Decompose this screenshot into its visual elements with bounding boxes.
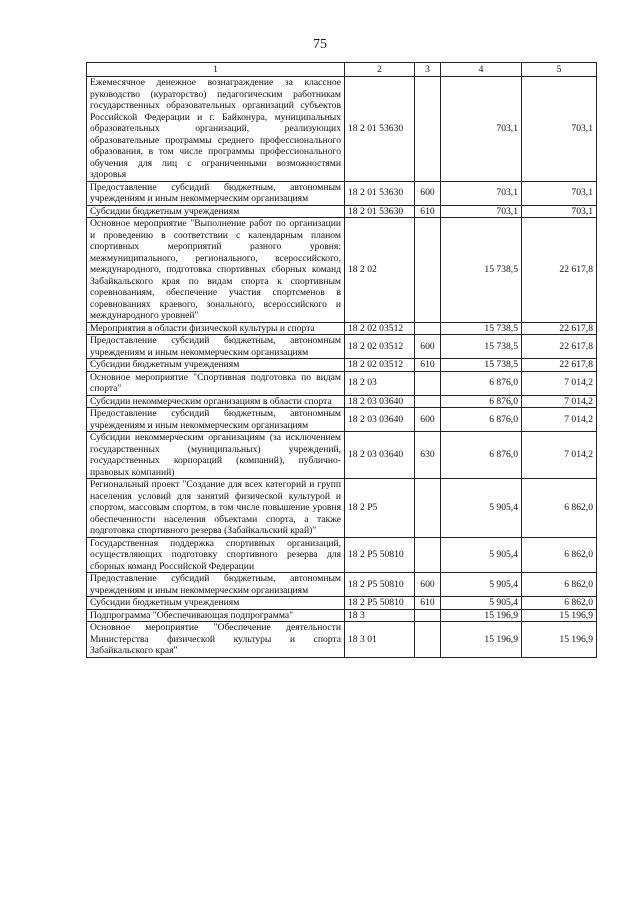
row-value-2-cell: 22 617,8 [522, 359, 597, 372]
table-row [87, 408, 597, 432]
row-value-1-cell: 703,1 [441, 181, 522, 205]
row-name-cell: Основное мероприятие "Выполнение работ по организации и проведению в соответствии с календарным планом спортивных мероприятий разного уровня: межмуниципального, регионального, всероссийского, международного, подготовка спортивных сборных команд Забайкальского края по видам спорта к спортивным соревнованиям, обеспечение участия спортсменов в соревнованиях краевого, зонального, всероссийского и международного уровней" [87, 218, 345, 323]
row-expense-type-cell: 600 [415, 408, 441, 432]
table-row [87, 205, 597, 218]
table-row [87, 597, 597, 610]
row-name-cell: Предоставление субсидий бюджетным, автономным учреждениям и иным некоммерческим организациям [87, 408, 345, 432]
row-value-2-cell: 22 617,8 [522, 218, 597, 323]
table-row [87, 322, 597, 335]
page-number: 75 [313, 37, 327, 52]
row-name-cell: Ежемесячное денежное вознаграждение за классное руководство (кураторство) педагогическим работникам государственных образовательных организаций субъектов Российской Федерации и г. Байконура, муниципальных образовательных организаций, реализующих образовательные программы среднего профессионального образования, в том числе программы профессионального обучения для лиц с ограниченными возможностями здоровья [87, 77, 345, 182]
row-name-cell: Подпрограмма "Обеспечивающая подпрограмма" [87, 609, 345, 622]
row-code-cell: 18 2 03 [345, 371, 415, 395]
row-expense-type-cell [415, 609, 441, 622]
row-name-cell: Основное мероприятие "Обеспечение деятельности Министерства физической культуры и спорта Забайкальского края" [87, 622, 345, 658]
row-value-1-cell: 6 876,0 [441, 432, 522, 479]
row-expense-type-cell [415, 622, 441, 658]
row-code-cell: 18 2 02 03512 [345, 322, 415, 335]
table-row [87, 573, 597, 597]
row-value-2-cell: 703,1 [522, 77, 597, 182]
row-value-2-cell: 7 014,2 [522, 395, 597, 408]
row-name-cell: Основное мероприятие "Спортивная подготовка по видам спорта" [87, 371, 345, 395]
row-value-1-cell: 15 738,5 [441, 359, 522, 372]
row-value-2-cell: 15 196,9 [522, 609, 597, 622]
table-row [87, 609, 597, 622]
row-expense-type-cell: 610 [415, 359, 441, 372]
table-row [87, 479, 597, 538]
table-row [87, 432, 597, 479]
row-value-1-cell: 6 876,0 [441, 408, 522, 432]
row-value-1-cell: 703,1 [441, 77, 522, 182]
row-name-cell: Субсидии бюджетным учреждениям [87, 359, 345, 372]
row-code-cell: 18 3 01 [345, 622, 415, 658]
row-code-cell: 18 2 02 03512 [345, 335, 415, 359]
row-code-cell: 18 2 P5 [345, 479, 415, 538]
row-value-1-cell: 703,1 [441, 205, 522, 218]
row-name-cell: Региональный проект "Создание для всех категорий и групп населения условий для занятий физической культурой и спортом, массовым спортом, в том числе повышение уровня обеспеченности населения объектами спорта, а также подготовка спортивного резерва (Забайкальский край)" [87, 479, 345, 538]
row-code-cell: 18 2 02 [345, 218, 415, 323]
table-row [87, 218, 597, 323]
row-code-cell: 18 2 01 53630 [345, 205, 415, 218]
row-name-cell: Государственная поддержка спортивных организаций, осуществляющих подготовку спортивного резерва для сборных команд Российской Федерации [87, 537, 345, 573]
table-row [87, 335, 597, 359]
row-value-1-cell: 15 738,5 [441, 218, 522, 323]
row-value-1-cell: 5 905,4 [441, 479, 522, 538]
header-col-1: 1 [87, 63, 345, 77]
row-name-cell: Предоставление субсидий бюджетным, автономным учреждениям и иным некоммерческим организациям [87, 573, 345, 597]
row-expense-type-cell [415, 537, 441, 573]
row-value-2-cell: 15 196,9 [522, 622, 597, 658]
header-col-5: 5 [522, 63, 597, 77]
row-value-2-cell: 703,1 [522, 181, 597, 205]
row-value-2-cell: 6 862,0 [522, 597, 597, 610]
row-code-cell: 18 2 03 03640 [345, 395, 415, 408]
row-expense-type-cell [415, 218, 441, 323]
row-code-cell: 18 3 [345, 609, 415, 622]
row-code-cell: 18 2 P5 50810 [345, 573, 415, 597]
row-value-2-cell: 22 617,8 [522, 335, 597, 359]
row-value-2-cell: 7 014,2 [522, 371, 597, 395]
row-value-2-cell: 703,1 [522, 205, 597, 218]
row-expense-type-cell: 600 [415, 335, 441, 359]
row-code-cell: 18 2 02 03512 [345, 359, 415, 372]
row-code-cell: 18 2 03 03640 [345, 432, 415, 479]
row-value-1-cell: 5 905,4 [441, 573, 522, 597]
row-value-1-cell: 6 876,0 [441, 395, 522, 408]
row-name-cell: Субсидии некоммерческим организациям в области спорта [87, 395, 345, 408]
row-value-2-cell: 22 617,8 [522, 322, 597, 335]
row-expense-type-cell: 610 [415, 205, 441, 218]
row-value-1-cell: 5 905,4 [441, 597, 522, 610]
table-row [87, 622, 597, 658]
row-expense-type-cell: 600 [415, 181, 441, 205]
table-row [87, 537, 597, 573]
row-expense-type-cell [415, 395, 441, 408]
budget-table [86, 62, 597, 658]
row-expense-type-cell [415, 371, 441, 395]
row-value-1-cell: 15 738,5 [441, 335, 522, 359]
row-name-cell: Субсидии бюджетным учреждениям [87, 205, 345, 218]
row-expense-type-cell [415, 322, 441, 335]
row-name-cell: Мероприятия в области физической культуры и спорта [87, 322, 345, 335]
row-code-cell: 18 2 03 03640 [345, 408, 415, 432]
row-expense-type-cell: 610 [415, 597, 441, 610]
header-col-3: 3 [415, 63, 441, 77]
row-value-1-cell: 6 876,0 [441, 371, 522, 395]
row-value-2-cell: 6 862,0 [522, 573, 597, 597]
row-code-cell: 18 2 P5 50810 [345, 537, 415, 573]
table-row [87, 395, 597, 408]
row-name-cell: Предоставление субсидий бюджетным, автономным учреждениям и иным некоммерческим организациям [87, 335, 345, 359]
row-name-cell: Субсидии бюджетным учреждениям [87, 597, 345, 610]
row-name-cell: Субсидии некоммерческим организациям (за исключением государственных (муниципальных) учреждений, государственных корпораций (компаний), публично-правовых компаний) [87, 432, 345, 479]
header-row [87, 63, 597, 77]
row-value-2-cell: 7 014,2 [522, 408, 597, 432]
header-col-4: 4 [441, 63, 522, 77]
row-code-cell: 18 2 P5 50810 [345, 597, 415, 610]
row-expense-type-cell [415, 77, 441, 182]
row-code-cell: 18 2 01 53630 [345, 77, 415, 182]
row-expense-type-cell: 630 [415, 432, 441, 479]
table-row [87, 371, 597, 395]
row-value-1-cell: 5 905,4 [441, 537, 522, 573]
table-row [87, 77, 597, 182]
row-name-cell: Предоставление субсидий бюджетным, автономным учреждениям и иным некоммерческим организациям [87, 181, 345, 205]
row-value-1-cell: 15 196,9 [441, 609, 522, 622]
table-row [87, 359, 597, 372]
row-value-2-cell: 6 862,0 [522, 479, 597, 538]
row-value-1-cell: 15 738,5 [441, 322, 522, 335]
row-value-2-cell: 6 862,0 [522, 537, 597, 573]
row-value-1-cell: 15 196,9 [441, 622, 522, 658]
row-code-cell: 18 2 01 53630 [345, 181, 415, 205]
row-value-2-cell: 7 014,2 [522, 432, 597, 479]
row-expense-type-cell [415, 479, 441, 538]
row-expense-type-cell: 600 [415, 573, 441, 597]
header-col-2: 2 [345, 63, 415, 77]
table-row [87, 181, 597, 205]
